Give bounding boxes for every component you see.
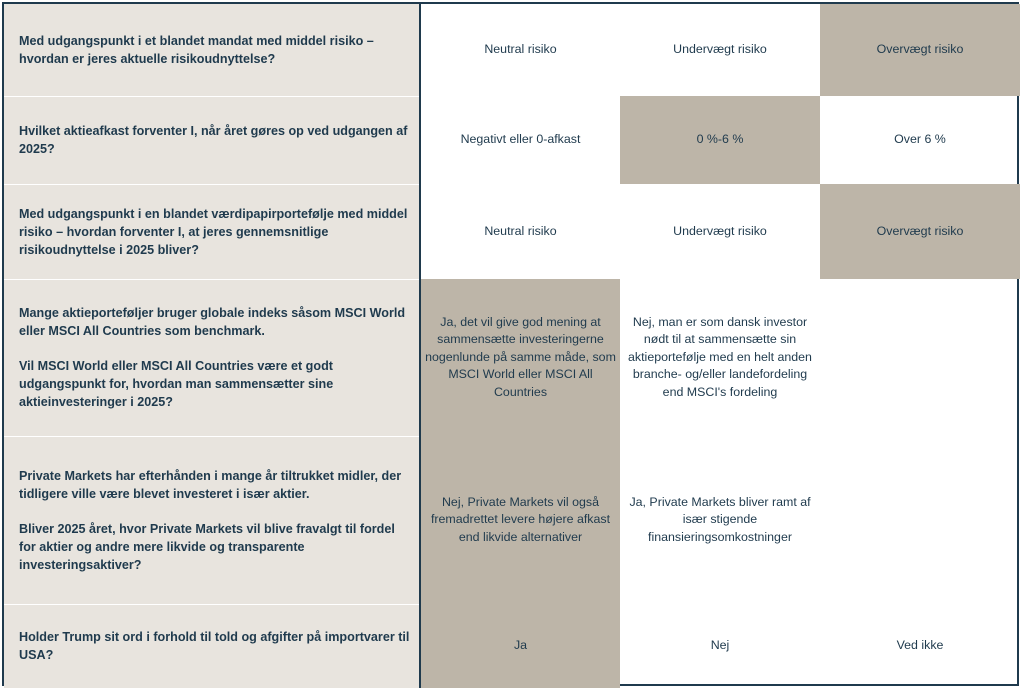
question-text: Holder Trump sit ord i forhold til told og afgifter på importvarer til USA? (19, 630, 410, 663)
answer-cell-selected: Ja (420, 604, 620, 688)
question-text: Med udgangspunkt i en blandet værdipapirportefølje med middel risiko – hvordan forventer I, at jeres gennemsnitlige risikoudnyttelse i 2025 bliver? (19, 206, 408, 257)
table-row (4, 604, 1020, 688)
question-cell (4, 604, 420, 688)
answer-cell-selected: Overvægt risiko (820, 4, 1020, 96)
answer-cell: Ja, Private Markets bliver ramt af især stigende finansieringsomkostninger (629, 494, 811, 544)
answer-cell-selected: Overvægt risiko (820, 184, 1020, 279)
table-row (4, 4, 1020, 96)
answer-cell: Nej, man er som dansk investor nødt til at sammensætte sin aktieportefølje med en helt anden branche- og/eller landefordeling end MSCI's fordeling (628, 314, 812, 399)
table-row (4, 436, 1020, 604)
question-cell (4, 184, 420, 279)
answer-cell: Ved ikke (896, 638, 944, 653)
answer-cell (820, 279, 1020, 436)
question-text: Med udgangspunkt i et blandet mandat med middel risiko – hvordan er jeres aktuelle risikoudnyttelse? (19, 33, 374, 66)
answer-cell (820, 436, 1020, 604)
table-row (4, 96, 1020, 184)
answer-cell-selected: Ja, det vil give god mening at sammensætte investeringerne nogenlunde på samme måde, som MSCI World eller MSCI All Countries (420, 279, 620, 436)
answer-cell: Neutral risiko (484, 223, 557, 238)
answer-cell-selected: 0 %-6 % (620, 96, 820, 184)
table-row (4, 279, 1020, 436)
answer-cell: Negativt eller 0-afkast (460, 132, 581, 147)
question-text: Private Markets har efterhånden i mange år tiltrukket midler, der tidligere ville være blevet investeret i især aktier. (19, 468, 402, 501)
answer-cell: Neutral risiko (484, 42, 557, 57)
answer-cell-selected: Nej, Private Markets vil også fremadrettet levere højere afkast end likvide alternativer (420, 436, 620, 604)
question-text: Hvilket aktieafkast forventer I, når året gøres op ved udgangen af 2025? (19, 124, 408, 156)
question-cell (4, 279, 420, 436)
question-text: Bliver 2025 året, hvor Private Markets vil blive fravalgt til fordel for aktier og andre mere likvide og transparente investeringsaktiver? (19, 521, 395, 572)
question-text: Vil MSCI World eller MSCI All Countries være et godt udgangspunkt for, hvordan man sammensætter sine aktieinvesteringer i 2025? (19, 359, 334, 409)
survey-table-frame (2, 2, 1019, 686)
survey-table (4, 4, 1020, 688)
question-cell (4, 96, 420, 184)
answer-cell: Nej (710, 638, 730, 653)
question-cell (4, 436, 420, 604)
answer-cell: Over 6 % (894, 132, 946, 147)
question-cell (4, 4, 420, 96)
answer-cell: Undervægt risiko (673, 223, 767, 238)
answer-cell: Undervægt risiko (673, 42, 767, 57)
question-text: Mange aktieporteføljer bruger globale indeks såsom MSCI World eller MSCI All Countries som benchmark. (19, 306, 406, 338)
table-row (4, 184, 1020, 279)
